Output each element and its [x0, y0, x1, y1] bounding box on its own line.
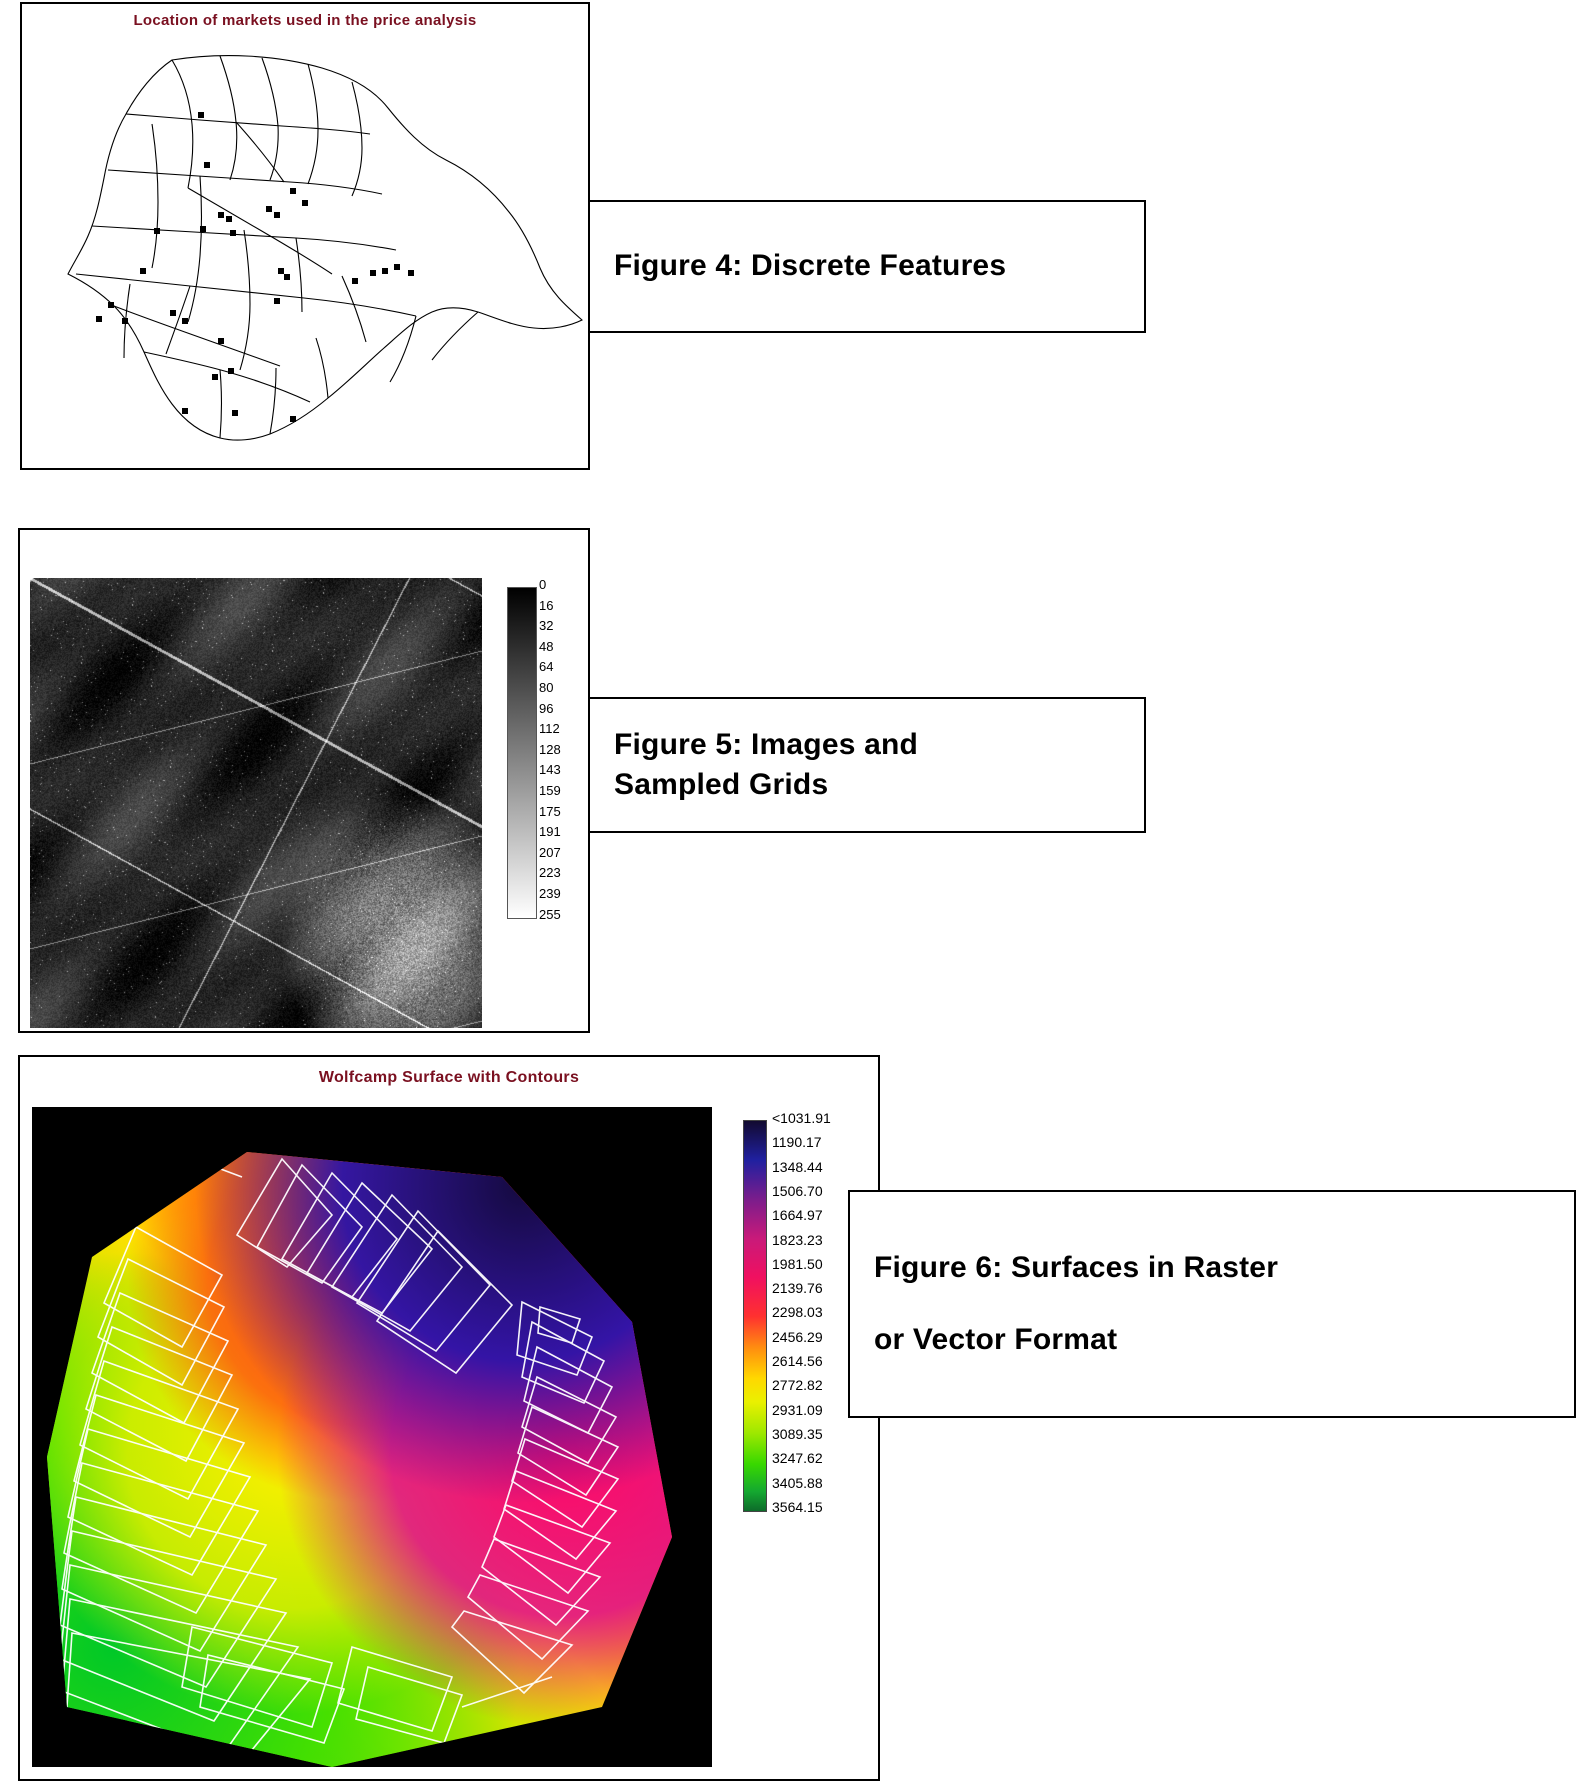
greyscale-legend-value: 207 [539, 844, 561, 860]
greyscale-legend-value: 16 [539, 597, 554, 613]
greyscale-legend-value: 159 [539, 783, 561, 798]
greyscale-legend-value: 48 [539, 638, 554, 654]
figure-4-caption-line-1: Figure 4: Discrete Features [614, 249, 1007, 283]
wolfcamp-color-ramp [743, 1120, 767, 1512]
greyscale-legend-value: 143 [539, 762, 561, 778]
market-point-markers [96, 112, 414, 422]
figure-4-image-title: Location of markets used in the price analysis [133, 12, 477, 29]
wolfcamp-legend-value: 1823.23 [772, 1231, 823, 1248]
satellite-greyscale-image [30, 578, 482, 1028]
wolfcamp-legend-value: 3089.35 [772, 1425, 823, 1442]
greyscale-legend-value: 223 [539, 865, 561, 881]
greyscale-legend-value: 239 [539, 886, 561, 901]
figure-5-caption [588, 697, 1146, 833]
figure-6-image-title: Wolfcamp Surface with Contours [318, 1069, 580, 1086]
figure-6-caption [848, 1190, 1576, 1418]
wolfcamp-legend-value: 1348.44 [772, 1158, 823, 1175]
greyscale-legend-value: 112 [539, 721, 560, 737]
ethiopia-market-map [22, 30, 590, 468]
figure-5-caption-line-2: Sampled Grids [614, 768, 829, 801]
wolfcamp-legend-value: 2931.09 [772, 1401, 823, 1418]
figure-6-caption-line-2: or Vector Format [874, 1323, 1118, 1356]
greyscale-legend-value: 0 [539, 577, 547, 592]
wolfcamp-legend-value: 1506.70 [772, 1182, 823, 1199]
wolfcamp-legend-value: 2772.82 [772, 1377, 823, 1394]
greyscale-legend-value: 80 [539, 680, 554, 695]
wolfcamp-legend-value: 2298.03 [772, 1304, 823, 1321]
figure-6-caption-line-1: Figure 6: Surfaces in Raster [874, 1250, 1279, 1284]
greyscale-legend-value: 32 [539, 618, 554, 634]
wolfcamp-legend-value: 1190.17 [772, 1134, 822, 1151]
wolfcamp-legend-value: 3405.88 [772, 1474, 823, 1491]
wolfcamp-legend-value: 3247.62 [772, 1450, 823, 1467]
figure-5-panel [18, 528, 590, 1033]
figure-4-panel [20, 2, 590, 470]
greyscale-legend-value: 175 [539, 803, 561, 819]
wolfcamp-surface-image [32, 1107, 712, 1767]
wolfcamp-legend-value: 1981.50 [772, 1255, 823, 1272]
wolfcamp-legend-value: 3564.15 [772, 1498, 823, 1515]
greyscale-legend-value: 255 [539, 906, 561, 922]
figure-4-caption [588, 200, 1146, 333]
wolfcamp-legend-value: 1664.97 [772, 1207, 823, 1224]
greyscale-legend-value: 64 [539, 659, 554, 675]
figure-6-panel [18, 1055, 880, 1781]
greyscale-legend-value: 128 [539, 741, 561, 757]
figure-5-caption-line-1: Figure 5: Images and [614, 727, 919, 761]
wolfcamp-legend-value: 2139.76 [772, 1280, 823, 1297]
wolfcamp-legend-value: 2456.29 [772, 1328, 823, 1345]
wolfcamp-legend-value: <1031.91 [772, 1110, 831, 1126]
wolfcamp-legend-value: 2614.56 [772, 1353, 823, 1369]
greyscale-legend-value: 96 [539, 700, 554, 716]
greyscale-legend-value: 191 [539, 824, 561, 840]
greyscale-color-ramp [507, 587, 537, 919]
